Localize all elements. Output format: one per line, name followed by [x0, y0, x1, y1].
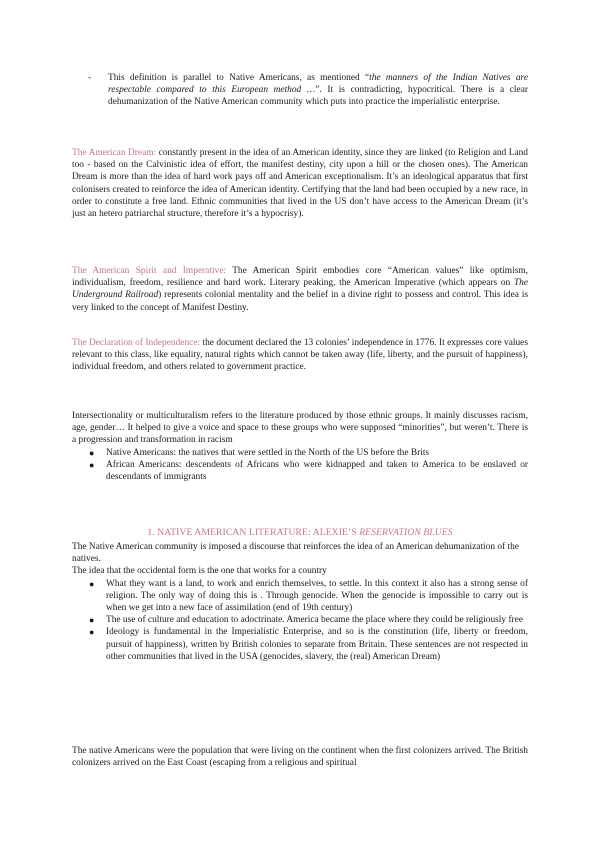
american-dream-term: The American Dream:	[72, 148, 157, 158]
intro-quote: the manners of the Indian Natives are respectable compared to this European method …	[108, 73, 528, 96]
section-heading	[72, 527, 528, 539]
intersectionality-paragraph	[72, 410, 528, 483]
list-item: ● The use of culture and education to adoctrinate. America became the place where they could be religiously free	[89, 615, 524, 626]
american-spirit-body-a: The American Spirit embodies core “American values” like optimism, individualism, freedom, resilience and hard work. Literary peaking, the American Imperative (which appears on	[72, 266, 528, 289]
intro-text-a: This definition is parallel to Native Americans, as mentioned “	[108, 73, 370, 83]
ethnic-groups-list	[72, 447, 528, 484]
section1-paragraph-1: The Native American community is imposed a discourse that reinforces the idea of an American dehumanization of the natives.	[72, 542, 519, 565]
section1-list	[72, 578, 528, 663]
american-dream-body: constantly present in the idea of an American identity, since they are linked (to Religion and Land too - based on the Calvinistic idea of effort, the manifest destiny, city upon a hill or the chosen ones). The American Dream is more than the idea of hard work pays off and American exceptionalism. It’s an ideological apparatus that first colonisers created to reinforce the idea of American identity. Certifying that the land had been occupied by a new race, in order to constitute a free land. Ethnic communities that lived in the US don’t have access to the American Dream (it’s just an hetero patriarchal structure, therefore it’s a hypocrisy).	[72, 148, 528, 220]
american-spirit-term: The American Spirit and Imperative:	[72, 266, 227, 276]
section1-body	[72, 541, 528, 663]
list-item: ● African Americans: descendents of Africans who were kidnapped and taken to America to be enslaved or descendants of immigrants	[89, 459, 528, 483]
declaration-term: The Declaration of Independence:	[72, 338, 201, 348]
intro-text-b: ”. It is contradicting, hypocritical. There is a clear dehumanization of the Native American community which puts into practice the imperialistic enterprise.	[108, 85, 528, 108]
section1-paragraph-2: The idea that the occidental form is the one that works for a country	[72, 566, 327, 577]
declaration-body: the document declared the 13 colonies’ independence in 1776. It expresses core values relevant to this class, like equality, natural rights which cannot be taken away (life, liberty, and the pursuit of happiness), individual freedom, and others related to government practice.	[72, 338, 528, 373]
intersectionality-body: Intersectionality or multiculturalism refers to the literature produced by those ethnic groups. It mainly discusses racism, age, gender… It helped to give a voice and space to these groups who were supposed “minorities”, but weren’t. There is a progression and transformation in racism	[72, 411, 528, 446]
underground-railroad-title: The Underground Railroad	[72, 278, 528, 301]
section-heading-text: 1. NATIVE AMERICAN LITERATURE: ALEXIE’S	[147, 527, 360, 538]
bullet-icon: ●	[89, 627, 95, 638]
intro-list-item	[88, 72, 528, 109]
declaration-paragraph	[72, 337, 528, 374]
list-item: ● Native Americans: the natives that were settled in the North of the US before the Brits	[89, 447, 430, 458]
section1-paragraph-3: The native Americans were the population that were living on the continent when the first colonizers arrived. The British colonizers arrived on the East Coast (escaping from a religious and spiritual	[72, 746, 528, 769]
section-heading-title: RESERVATION BLUES	[359, 527, 453, 538]
bullet-icon: ●	[89, 578, 95, 589]
american-spirit-body-b: ) represents colonial mentality and the belief in a divine right to possess and control. This idea is very linked to the concept of Manifest Destiny.	[72, 290, 528, 313]
native-americans-paragraph	[72, 745, 528, 769]
bullet-icon: ●	[89, 447, 95, 458]
list-item: ● What they want is a land, to work and enrich themselves, to settle. In this context it also has a strong sense of religion. The only way of doing this is . Through genocide. When the genocide is impossible to carry out is when we get into a new face of assimilation (end of 19th century)	[89, 578, 528, 614]
american-dream-paragraph	[72, 147, 528, 220]
bullet-icon: ●	[89, 615, 95, 626]
american-spirit-paragraph	[72, 265, 528, 314]
bullet-icon: ●	[89, 459, 95, 470]
intro-text	[108, 72, 528, 109]
list-item: ● Ideology is fundamental in the Imperialistic Enterprise, and so is the constitution (life, liberty or freedom, pursuit of happiness), written by British colonies to separate from Britain. These sentences are not respected in other communities that lived in the USA (genocides, slavery, the (real) American Dream)	[89, 627, 528, 662]
dash-marker: -	[88, 73, 92, 83]
